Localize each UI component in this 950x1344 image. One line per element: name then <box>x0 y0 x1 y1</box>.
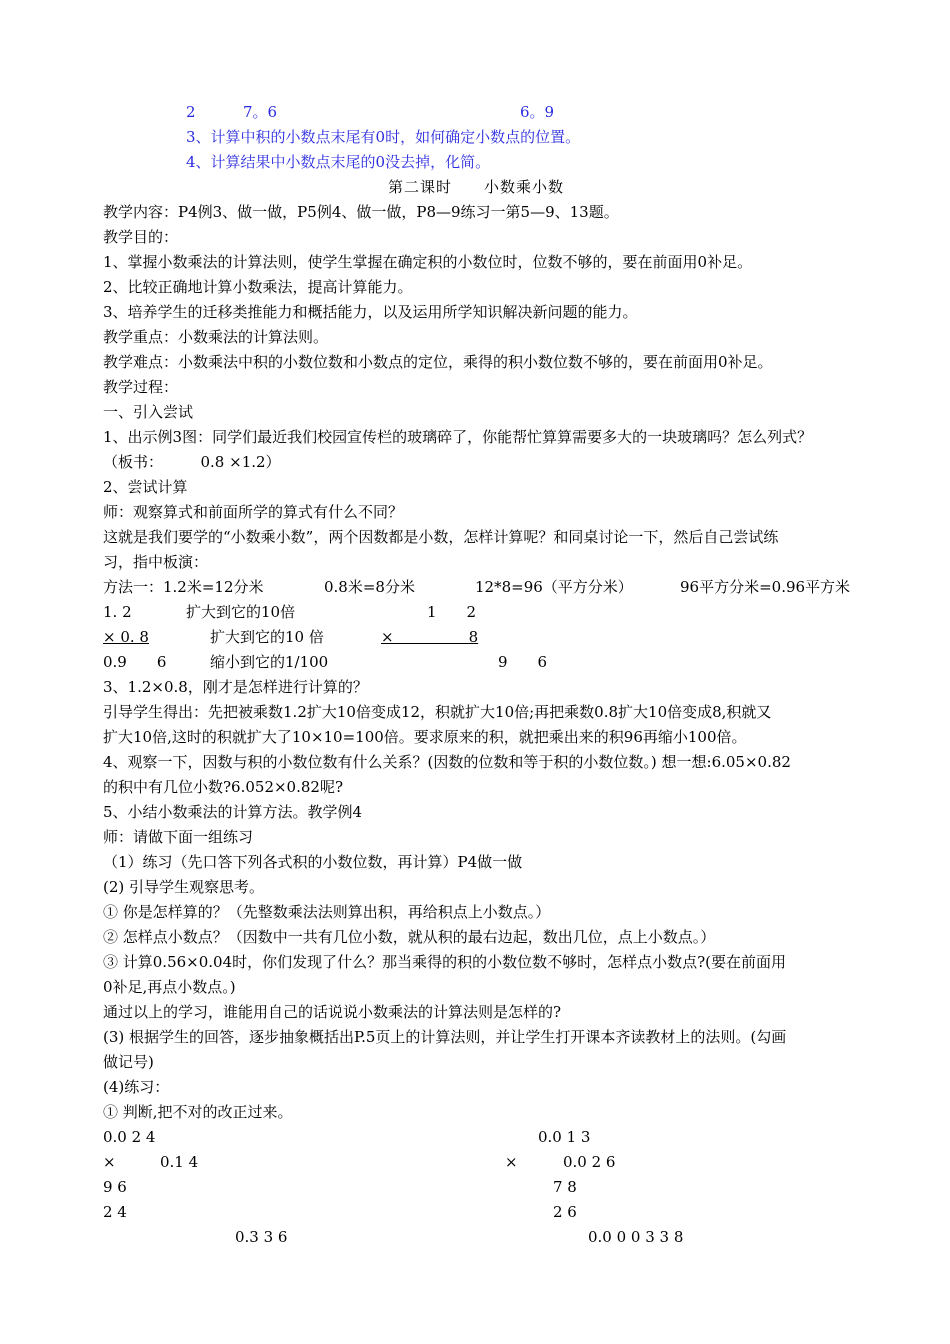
top-item-4: 4、计算结果中小数点末尾的0没去掉，化简。 <box>186 153 491 171</box>
para-7b: 的积中有几位小数?6.052×0.82呢? <box>103 778 343 796</box>
para-14a: ③ 计算0.56×0.04时，你们发现了什么？那当乘得的积的小数位数不够时，怎样点小数点?(要在前面用 <box>103 953 787 971</box>
method-2: 0.8米=8分米 <box>324 578 415 596</box>
goals-title: 教学目的： <box>103 228 179 246</box>
para-7a: 4、观察一下，因数与积的小数位数有什么关系？(因数的位数和等于积的小数位数。) 想一想:6.05×0.82 <box>103 753 791 771</box>
para-4a: 这就是我们要学的“小数乘小数”，两个因数都是小数，怎样计算呢？和同桌讨论一下，然后自己尝试练 <box>103 528 779 546</box>
para-8: 5、小结小数乘法的计算方法。教学例4 <box>103 803 363 821</box>
method-3: 12*8=96（平方分米） <box>475 578 633 596</box>
para-13: ② 怎样点小数点？（因数中一共有几位小数，就从积的最右边起，数出几位，点上小数点。） <box>103 928 716 946</box>
ex-right-times: × <box>505 1153 518 1171</box>
calc-r1-c: 1 2 <box>427 603 477 621</box>
calc-r2-a: × 0. 8 <box>103 628 149 646</box>
lesson-title: 第二课时 小数乘小数 <box>388 178 565 196</box>
para-18: ① 判断,把不对的改正过来。 <box>103 1103 293 1121</box>
para-4b: 习，指中板演： <box>103 553 209 571</box>
para-16a: (3) 根据学生的回答，逐步抽象概括出P.5页上的计算法则，并让学生打开课本齐读教材上的法则。(勾画 <box>103 1028 787 1046</box>
calc-r2-b: 扩大到它的10 倍 <box>210 628 324 646</box>
para-6b: 扩大10倍,这时的积就扩大了10×10=100倍。要求原来的积，就把乘出来的积96再缩小100倍。 <box>103 728 747 746</box>
para-11: (2) 引导学生观察思考。 <box>103 878 265 896</box>
top-row2-a: 7。6 <box>243 103 278 121</box>
section-1: 一、引入尝试 <box>103 403 194 421</box>
para-6a: 引导学生得出：先把被乘数1.2扩大10倍变成12，积就扩大10倍;再把乘数0.8扩大10倍变成8,积就又 <box>103 703 772 721</box>
para-1a: 1、出示例3图：同学们最近我们校园宣传栏的玻璃碎了，你能帮忙算算需要多大的一块玻璃吗？怎么列式？ <box>103 428 813 446</box>
top-item-3: 3、计算中积的小数点末尾有0时，如何确定小数点的位置。 <box>186 128 581 146</box>
ex-right-factor1: 0.0 1 3 <box>538 1128 591 1146</box>
teaching-content: 教学内容：P4例3、做一做，P5例4、做一做，P8—9练习一第5—9、13题。 <box>103 203 619 221</box>
ex-left-partial1: 9 6 <box>103 1178 127 1196</box>
para-16b: 做记号) <box>103 1053 154 1071</box>
para-9: 师：请做下面一组练习 <box>103 828 254 846</box>
method-1: 方法一：1.2米=12分米 <box>103 578 264 596</box>
process-title: 教学过程： <box>103 378 179 396</box>
ex-left-times: × <box>103 1153 116 1171</box>
calc-r2-c: × 8 <box>381 628 479 646</box>
ex-right-partial1: 7 8 <box>553 1178 577 1196</box>
para-17: (4)练习： <box>103 1078 170 1096</box>
para-3: 师：观察算式和前面所学的算式有什么不同？ <box>103 503 404 521</box>
top-row2-num: 2 <box>186 103 196 121</box>
ex-right-partial2: 2 6 <box>553 1203 577 1221</box>
calc-r1-a: 1. 2 <box>103 603 132 621</box>
method-4: 96平方分米=0.96平方米 <box>680 578 851 596</box>
goal-2: 2、比较正确地计算小数乘法，提高计算能力。 <box>103 278 413 296</box>
ex-right-factor2: 0.0 2 6 <box>563 1153 616 1171</box>
goal-3: 3、培养学生的迁移类推能力和概括能力，以及运用所学知识解决新问题的能力。 <box>103 303 638 321</box>
para-12: ① 你是怎样算的？（先整数乘法法则算出积，再给积点上小数点。） <box>103 903 551 921</box>
key-point: 教学重点：小数乘法的计算法则。 <box>103 328 329 346</box>
para-5: 3、1.2×0.8，刚才是怎样进行计算的？ <box>103 678 368 696</box>
ex-left-result: 0.3 3 6 <box>235 1228 288 1246</box>
goal-1: 1、掌握小数乘法的计算法则，使学生掌握在确定积的小数位时，位数不够的，要在前面用0补足。 <box>103 253 753 271</box>
calc-r1-b: 扩大到它的10倍 <box>186 603 296 621</box>
calc-r3-b: 缩小到它的1/100 <box>210 653 329 671</box>
difficulty: 教学难点：小数乘法中积的小数位数和小数点的定位，乘得的积小数位数不够的，要在前面用0补足。 <box>103 353 773 371</box>
ex-left-factor1: 0.0 2 4 <box>103 1128 156 1146</box>
calc-r3-a: 0.9 6 <box>103 653 167 671</box>
para-2: 2、尝试计算 <box>103 478 188 496</box>
ex-left-factor2: 0.1 4 <box>160 1153 199 1171</box>
top-row2-b: 6。9 <box>520 103 555 121</box>
calc-r3-c: 9 6 <box>498 653 548 671</box>
para-14b: 0补足,再点小数点。) <box>103 978 236 996</box>
ex-right-result: 0.0 0 0 3 3 8 <box>588 1228 684 1246</box>
ex-left-partial2: 2 4 <box>103 1203 127 1221</box>
para-10: （1）练习（先口答下列各式积的小数位数，再计算）P4做一做 <box>103 853 523 871</box>
para-1b: （板书： 0.8 ×1.2） <box>103 453 281 471</box>
para-15: 通过以上的学习，谁能用自己的话说说小数乘法的计算法则是怎样的? <box>103 1003 562 1021</box>
